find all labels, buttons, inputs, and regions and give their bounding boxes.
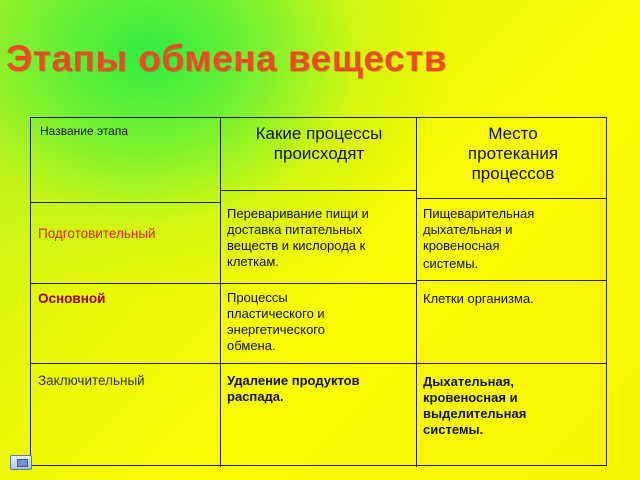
header-location — [419, 124, 607, 184]
row-text-line: кровеносная и — [423, 390, 518, 405]
column-divider — [220, 118, 221, 467]
row-text-line: Дыхательная, — [423, 374, 514, 389]
header-location-line: протекания — [467, 144, 559, 163]
row-divider — [220, 363, 416, 364]
slide-title: Этапы обмена веществ — [6, 38, 447, 79]
row-text-line: Клетки организма. — [423, 291, 534, 306]
header-processes-line: происходят — [273, 144, 365, 163]
row-divider — [416, 198, 606, 199]
row-divider — [31, 202, 220, 203]
slide-navigation-icon[interactable] — [10, 455, 32, 470]
row-divider — [416, 280, 606, 281]
row-text-line: Пищеварительная — [423, 206, 535, 221]
row-text-line: выделительная — [423, 406, 527, 421]
row-text-line: веществ и кислорода к — [227, 238, 366, 253]
header-location-line: процессов — [471, 164, 555, 183]
row-text-line: дыхательная и — [423, 222, 513, 237]
row-divider — [31, 283, 220, 284]
row-location — [423, 206, 605, 272]
header-processes-line: Какие процессы — [255, 124, 383, 143]
row-text-line: кровеносная — [423, 238, 500, 253]
row-location — [423, 374, 605, 438]
header-location-line: Место — [488, 124, 538, 143]
row-text-line: клеткам. — [227, 254, 279, 269]
row-text-line: Переваривание пищи и — [227, 206, 369, 221]
row-text-line: энергетического — [227, 322, 325, 337]
row-text-line: пластического и — [227, 306, 325, 321]
row-divider — [31, 363, 220, 364]
row-text-line: распада. — [227, 389, 284, 404]
row-text-line: Процессы — [227, 290, 288, 305]
row-text-line: обмена. — [227, 338, 276, 353]
row-location — [423, 291, 605, 307]
row-divider — [416, 363, 606, 364]
row-text-line: системы. — [423, 422, 484, 437]
row-text-line: доставка питательных — [227, 222, 363, 237]
row-divider — [220, 283, 416, 284]
row-processes — [227, 290, 417, 354]
row-processes — [227, 373, 417, 405]
row-stage-name: Основной — [38, 291, 106, 306]
header-processes — [223, 124, 415, 164]
row-text-line: системы. — [423, 256, 479, 271]
row-divider — [220, 190, 416, 191]
row-stage-name: Подготовительный — [38, 226, 156, 241]
row-text-line: Удаление продуктов — [227, 373, 360, 388]
header-stage-name: Название этапа — [40, 124, 129, 138]
row-processes — [227, 206, 417, 270]
stages-table — [30, 117, 607, 466]
row-stage-name: Заключительный — [38, 373, 145, 388]
